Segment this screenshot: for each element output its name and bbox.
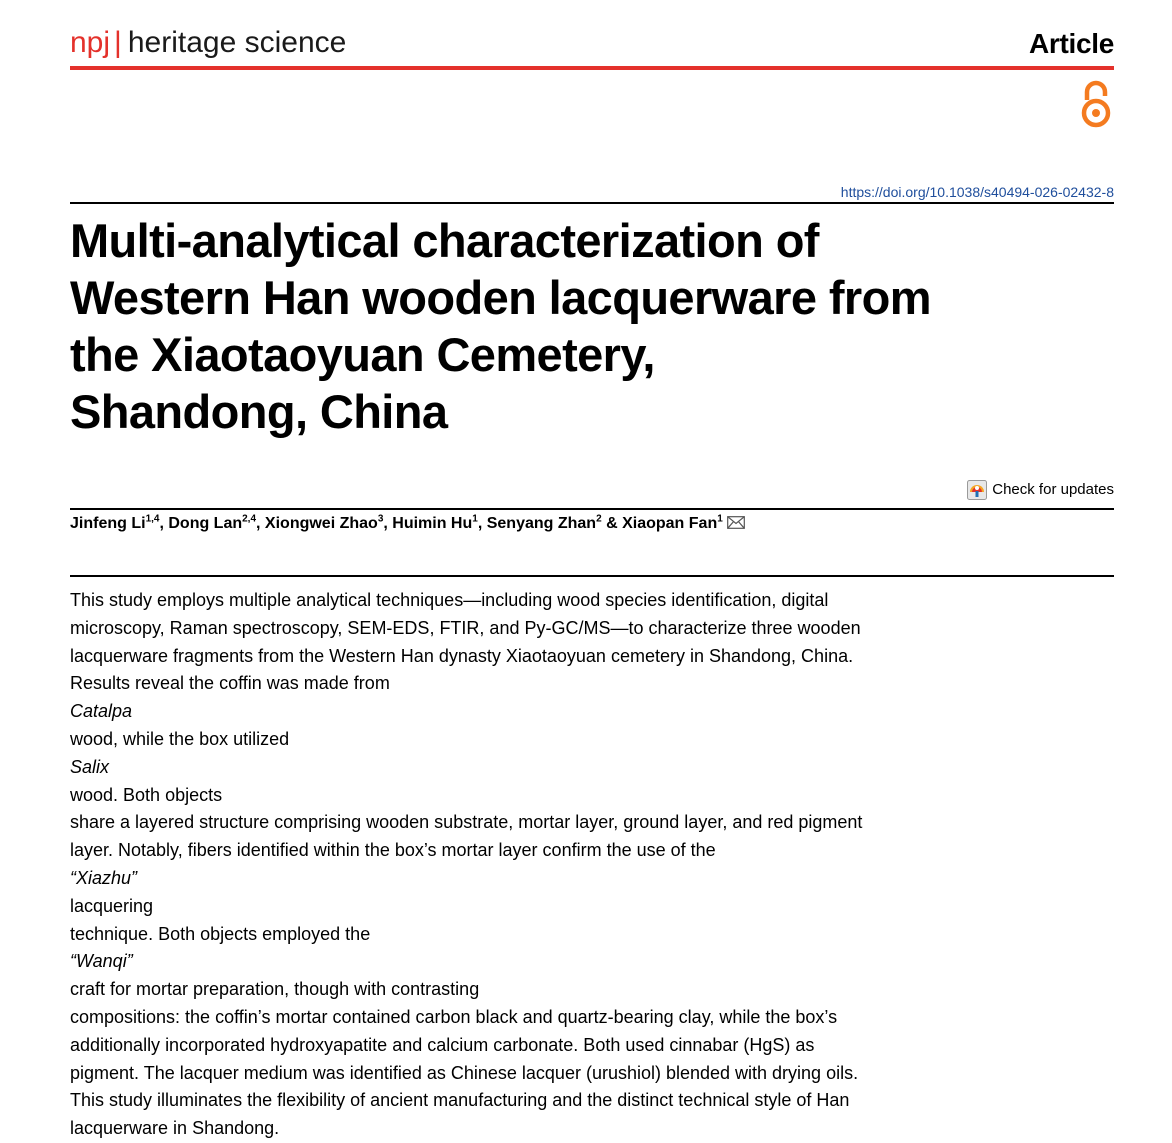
- abstract-line: [70, 1004, 950, 1032]
- author-separator: ,: [159, 515, 169, 532]
- abstract-text: This study illuminates the flexibility of ancient manufacturing and the distinct technical style of Han: [70, 1090, 850, 1111]
- doi-link[interactable]: https://doi.org/10.1038/s40494-026-02432-8: [840, 184, 1114, 200]
- abstract-line: [70, 809, 950, 837]
- abstract-line: [70, 1087, 950, 1115]
- abstract-text: lacquerware in Shandong.: [70, 1118, 280, 1139]
- author-affiliation[interactable]: 1,4: [145, 513, 160, 525]
- envelope-icon[interactable]: [727, 516, 745, 529]
- author-name[interactable]: Senyang Zhan: [486, 515, 597, 532]
- abstract-line: [70, 615, 950, 643]
- author-separator: &: [601, 515, 623, 532]
- abstract-line: [70, 670, 950, 809]
- abstract-line: [70, 921, 950, 1004]
- abstract-line: [70, 1115, 950, 1143]
- abstract-text: layer. Notably, fibers identified within the box’s mortar layer confirm the use of the: [70, 840, 716, 861]
- author-name[interactable]: Xiongwei Zhao: [264, 515, 378, 532]
- author-affiliation[interactable]: 3: [377, 513, 384, 525]
- check-updates-label: Check for updates: [992, 481, 1114, 498]
- title-line: Shandong, China: [70, 385, 448, 438]
- author-name[interactable]: Huimin Hu: [392, 515, 473, 532]
- title-line: Western Han wooden lacquerware from: [70, 271, 931, 324]
- abstract-text: pigment. The lacquer medium was identified as Chinese lacquer (urushiol) blended with drying oils.: [70, 1062, 859, 1083]
- journal-header: [70, 22, 1114, 62]
- abstract-top-rule: [70, 575, 1114, 577]
- author-name[interactable]: Dong Lan: [168, 515, 243, 532]
- author-affiliation[interactable]: 1: [717, 513, 723, 525]
- abstract-text: Results reveal the coffin was made from: [70, 673, 390, 694]
- abstract-text: technique. Both objects employed the: [70, 923, 371, 944]
- article-type-label: Article: [1028, 28, 1114, 59]
- author-separator: ,: [477, 515, 487, 532]
- journal-brand: npj: [70, 26, 111, 59]
- abstract-text: additionally incorporated hydroxyapatite and calcium carbonate. Both used cinnabar (HgS) as: [70, 1034, 815, 1055]
- author-separator: ,: [383, 515, 393, 532]
- authors-top-rule: [70, 508, 1114, 510]
- abstract-text: lacquering: [70, 895, 154, 916]
- journal-separator: |: [114, 26, 122, 59]
- abstract-text: wood, while the box utilized: [70, 728, 290, 749]
- article-title: [70, 212, 1114, 440]
- author-separator: ,: [256, 515, 265, 532]
- abstract-line: [70, 1032, 950, 1060]
- check-updates-icon: [967, 480, 987, 500]
- abstract-text: lacquerware fragments from the Western Han dynasty Xiaotaoyuan cemetery in Shandong, China.: [70, 645, 854, 666]
- abstract-line: [70, 643, 950, 671]
- abstract-line: [70, 837, 950, 920]
- abstract: [70, 587, 950, 1143]
- abstract-line: [70, 1060, 950, 1088]
- title-line: Multi-analytical characterization of: [70, 214, 819, 267]
- check-for-updates-button[interactable]: [967, 480, 1114, 500]
- author-name[interactable]: Xiaopan Fan: [622, 515, 718, 532]
- title-line: the Xiaotaoyuan Cemetery,: [70, 328, 655, 381]
- abstract-text: This study employs multiple analytical techniques—including wood species identification, digital: [70, 590, 829, 610]
- author-list: [70, 513, 745, 535]
- abstract-text: craft for mortar preparation, though with contrasting: [70, 979, 480, 1000]
- journal-title: heritage science: [127, 26, 347, 59]
- abstract-italic-term: “Wanqi”: [70, 951, 133, 972]
- abstract-text: wood. Both objects: [70, 784, 223, 805]
- journal-name[interactable]: [70, 26, 346, 60]
- abstract-italic-term: “Xiazhu”: [70, 867, 138, 888]
- author-affiliation[interactable]: 2,4: [242, 513, 257, 525]
- author-name[interactable]: Jinfeng Li: [70, 515, 146, 532]
- author-affiliation[interactable]: 1: [472, 513, 478, 525]
- abstract-text: compositions: the coffin’s mortar contained carbon black and quartz-bearing clay, while the box’s: [70, 1006, 838, 1027]
- abstract-italic-term: Salix: [70, 756, 110, 777]
- abstract-text: microscopy, Raman spectroscopy, SEM-EDS, FTIR, and Py-GC/MS—to characterize three wooden: [70, 617, 861, 638]
- abstract-line: [70, 587, 950, 615]
- abstract-italic-term: Catalpa: [70, 701, 133, 722]
- header-rule: [70, 66, 1114, 70]
- abstract-text: share a layered structure comprising wooden substrate, mortar layer, ground layer, and red pigment: [70, 812, 863, 833]
- doi-rule: [70, 202, 1114, 204]
- author-affiliation[interactable]: 2: [596, 513, 602, 525]
- open-access-icon[interactable]: [1078, 80, 1114, 128]
